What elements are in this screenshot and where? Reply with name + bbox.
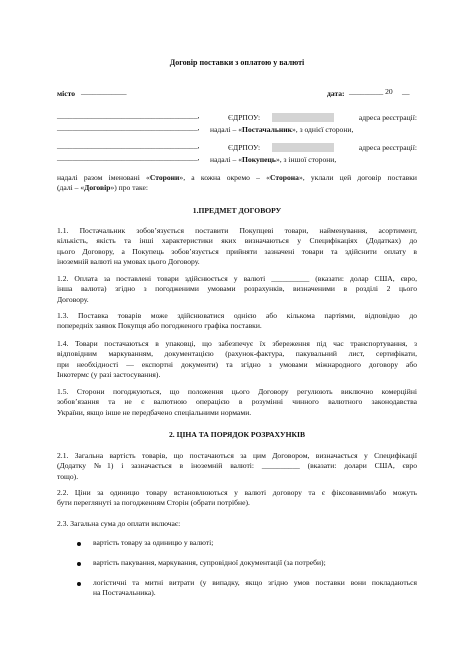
- intro-party: Сторона: [269, 173, 299, 182]
- party2-edrpou-redacted: [272, 143, 334, 152]
- party2-line2-blank: _____________________________________,: [57, 153, 200, 162]
- date-label: дата:: [327, 89, 345, 98]
- document-title: Договір поставки з оплатою у валюті: [169, 58, 305, 67]
- paragraph-line: 1.2. Оплата за поставлені товари здійснюється у валюті __________ (вказати: долар США, євро,: [57, 274, 417, 283]
- section-2-title: 2. ЦІНА ТА ПОРЯДОК РОЗРАХУНКІВ: [168, 430, 306, 439]
- bullet-icon: [77, 562, 81, 566]
- city-label: місто: [57, 89, 76, 98]
- party1-role-suffix: », з однієї сторони,: [291, 125, 354, 134]
- paragraph-line: тощо).: [57, 471, 79, 481]
- intro2-contract: Договір: [84, 183, 111, 192]
- party1-edrpou-label: ЄДРПОУ:: [228, 113, 261, 122]
- intro2-text-c: ») про таке:: [110, 183, 148, 192]
- intro-parties: Сторони: [149, 173, 180, 182]
- paragraph-line: бути переглянуті за погодженням Сторін (обрати потрібне).: [57, 498, 250, 508]
- intro-text-c: », а кожна окремо – «: [179, 173, 270, 182]
- paragraph-line: 1.1. Постачальник зобов’язується поставити Покупцеві товари, найменування, асортимент,: [57, 226, 417, 235]
- party2-role-line: [210, 155, 336, 165]
- paragraph-line: Договору.: [57, 294, 89, 304]
- date-end-blank: __: [402, 87, 410, 96]
- paragraph-line: інша валюта) згідно з погодженими умовами розрахунків, визначеними в розділі 2 цього: [57, 284, 417, 294]
- party1-name-blank: _____________________________________,: [57, 111, 200, 120]
- paragraph-line: 1.3. Поставка товарів може здійснюватися однією або кількома партіями, відповідно до: [57, 311, 417, 320]
- party1-address-label: адреса реєстрації:: [358, 113, 417, 122]
- party1-line2-blank: _____________________________________,: [57, 123, 200, 132]
- list-item: логістичні та митні витрати (у випадку, якщо згідно умов поставки вони покладаються: [93, 578, 417, 587]
- party1-role-prefix: надалі – «: [210, 125, 243, 134]
- paragraph-line: цього Договору, а Покупець зобов’язується прийняти зазначені товари та здійснити оплату в: [57, 246, 417, 256]
- party2-role-prefix: надалі – «: [210, 155, 243, 164]
- paragraph-line: Інкотермс (у разі застосування).: [57, 370, 161, 380]
- party2-address-label: адреса реєстрації:: [358, 143, 417, 152]
- intro-text-e: », уклали цей договір поставки: [298, 173, 417, 182]
- paragraph-line: зобов’язання та не є валютною операцією в розумінні чинного валютного законодавства: [57, 397, 417, 407]
- clause-2-3: 2.3. Загальна сума до оплати включає:: [57, 519, 181, 528]
- bullet-icon: [77, 582, 81, 586]
- list-item: вартість пакування, маркування, супровідної документації (за потреби);: [93, 558, 326, 567]
- bullet-icon: [77, 542, 81, 546]
- intro-line-2: [57, 183, 148, 193]
- list-item: вартість товару за одиницю у валюті;: [93, 538, 214, 547]
- paragraph-line: України, якщо інше не передбачено спеціальними нормами.: [57, 407, 252, 417]
- intro-line-1: [57, 173, 417, 183]
- intro2-text-a: (далі – «: [57, 183, 85, 192]
- party2-role: Покупець: [242, 155, 276, 164]
- paragraph-line: 1.5. Сторони погоджуються, що положення цього Договору регулюють виключно комерційні: [57, 387, 417, 396]
- paragraph-line: кількість, якість та інші характеристики яких визначаються у Специфікаціях (Додатках) до: [57, 236, 417, 246]
- section-1-title: 1.ПРЕДМЕТ ДОГОВОРУ: [192, 206, 282, 215]
- party1-role: Постачальник: [242, 125, 292, 134]
- date-blank: _________ 20: [349, 87, 393, 96]
- party2-role-suffix: », з іншої сторони,: [275, 155, 337, 164]
- party2-edrpou-label: ЄДРПОУ:: [228, 143, 261, 152]
- city-blank: ____________: [81, 87, 127, 96]
- party1-edrpou-redacted: [272, 113, 334, 122]
- paragraph-line: іноземній валюті на умовах цього Договору.: [57, 257, 200, 267]
- list-item: на Постачальника).: [93, 588, 156, 598]
- intro-text-a: надалі разом іменовані «: [57, 173, 150, 182]
- paragraph-line: при необхідності — експортні документи) та згідно з умовами міжнародного договору або: [57, 359, 417, 369]
- paragraph-line: 2.2. Ціни за одиницю товару встановлюються у валюті договору та є фіксованими/або можуть: [57, 488, 417, 497]
- party2-name-blank: _____________________________________,: [57, 141, 200, 150]
- paragraph-line: 2.1. Загальна вартість товарів, що постачаються за цим Договором, визначається у Специфікації: [57, 451, 417, 460]
- paragraph-line: відповідним маркуванням, документацією (рахунок-фактура, пакувальний лист, сертифікати,: [57, 349, 417, 359]
- party1-role-line: [210, 125, 353, 135]
- paragraph-line: 1.4. Товари постачаються в упаковці, що забезпечує їх збереження під час транспортування, з: [57, 339, 417, 348]
- paragraph-line: попередніх заявок Покупця або погодженого графіка поставки.: [57, 321, 262, 331]
- paragraph-line: (Додатку №1) і зазначається в іноземній валюті: __________ (вказати: долари США, євро: [57, 461, 417, 471]
